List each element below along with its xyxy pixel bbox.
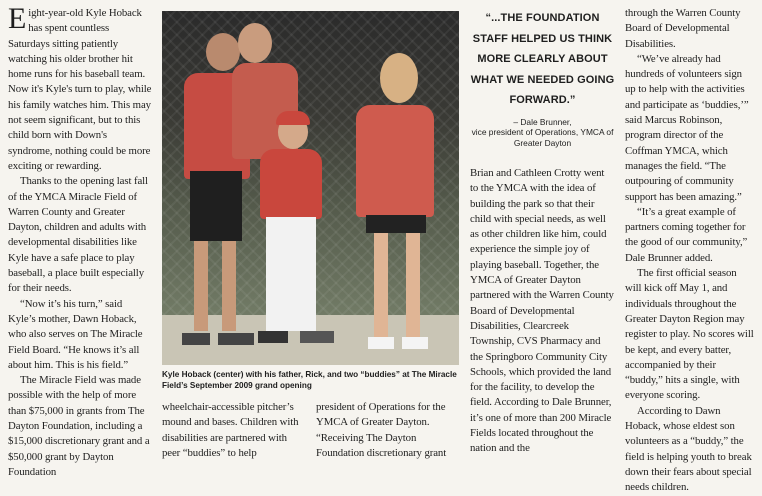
article-column-photo-b — [316, 400, 464, 461]
intro-text: ight-year-old Kyle Hoback has spent countless Saturdays sitting patiently watching his older brother hit home runs for his baseball team. Now it's Kyle's turn to play, while his family watches him. This may not seem significant, but to this child born with Down's syndrome, nothing could be more exciting or rewarding. — [8, 7, 152, 172]
article-column-2 — [470, 166, 615, 457]
paragraph-intro — [8, 2, 152, 174]
pull-quote — [470, 8, 615, 148]
pull-quote-text: “...THE FOUNDATION STAFF HELPED US THINK MORE CLEARLY ABOUT WHAT WE NEEDED GOING FORWARD.” — [470, 12, 615, 106]
paragraph: The first official season will kick off May 1, and individuals throughout the Greater Dayton Region may register to play. No scores will be kept, and every batter, accompanied by their “buddy,” hits a single, with everyone scoring. — [625, 267, 754, 402]
article-column-3 — [625, 6, 755, 496]
paragraph: “We’ve already had hundreds of volunteers sign up to help with the activities and participate as ‘buddies,’” said Marcus Robinson, program director of the Coffman YMCA, which manages the field. “The outpouring of community support has been amazing.” — [625, 52, 749, 203]
paragraph: “Now it’s his turn,” said Kyle’s mother, Dawn Hoback, who also serves on The Miracle Field Board. “He knows it’s all about him. This is his field.” — [8, 297, 143, 371]
photo-grand-opening — [162, 11, 459, 365]
pull-quote-title: vice president of Operations, YMCA of Greater Dayton — [471, 127, 614, 148]
paragraph: According to Dawn Hoback, whose eldest son volunteers as a “buddy,” the field is helping youth to break down their fears about special needs children. — [625, 404, 752, 494]
paragraph: Brian and Cathleen Crotty went to the YMCA with the idea of building the park so that their child with special needs, as well as other children like him, could experience the simple joy of playing baseball. Together, the YMCA of Greater Dayton partnered with the Warren County Board of Developmental Disabilities, Clearcreek Township, CVS Pharmacy and the Springboro Community City Schools, which provided the land for the facility, to develop the field. According to Dale Brunner, it’s one of more than 200 Miracle Fields located throughout the nation and the — [470, 167, 614, 455]
article-column-photo-a — [162, 400, 302, 461]
paragraph: president of Operations for the YMCA of Greater Dayton. “Receiving The Dayton Foundation discretionary grant — [316, 401, 447, 459]
drop-cap: E — [8, 2, 27, 35]
caption-text: Kyle Hoback (center) with his father, Rick, and two “buddies” at The Miracle Field’s September 2009 grand opening — [162, 370, 457, 390]
paragraph: wheelchair-accessible pitcher’s mound and bases. Children with disabilities are partnered with peer “buddies” to help — [162, 401, 299, 459]
paragraph: Thanks to the opening last fall of the YMCA Miracle Field of Warren County and Greater Dayton, children and adults with developmental disabilities like Kyle have a safe place to play baseball, a place built especially for their needs. — [8, 175, 148, 295]
article-column-1 — [8, 2, 152, 480]
paragraph: “It’s a great example of partners coming together for the good of our community,” Dale Brunner added. — [625, 205, 748, 264]
paragraph: through the Warren County Board of Developmental Disabilities. — [625, 7, 741, 50]
photo-caption — [162, 369, 462, 391]
pull-quote-author: – Dale Brunner, — [513, 116, 572, 127]
paragraph: The Miracle Field was made possible with the help of more than $75,000 in grants from The Dayton Foundation, including a $15,000 discretionary grant and a $50,000 grant by Dayton Foundation — [8, 374, 150, 478]
